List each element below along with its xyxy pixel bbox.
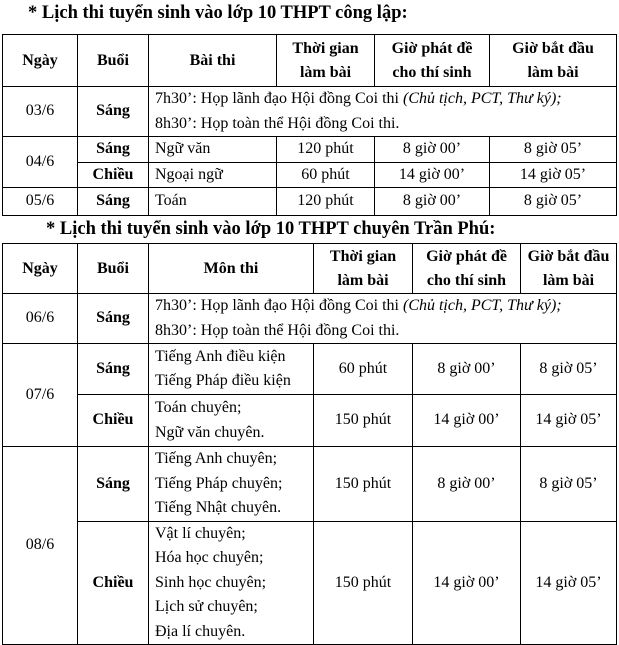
cell-gio-phat: 14 giờ 00’ xyxy=(375,162,490,188)
subject-line: Lịch sử chuyên; xyxy=(155,598,258,615)
cell-thoi-gian: 60 phút xyxy=(277,162,375,188)
cell-ngay: 05/6 xyxy=(3,188,78,216)
table-row xyxy=(3,344,617,395)
header-line: làm bài xyxy=(337,271,389,289)
header-ngay: Ngày xyxy=(3,244,78,294)
cell-buoi: Chiều xyxy=(78,162,149,188)
cell-mon: Toán xyxy=(149,188,277,216)
subject-line: Tiếng Anh chuyên; xyxy=(155,450,278,467)
cell-ngay: 03/6 xyxy=(3,87,78,137)
cell-mon xyxy=(149,447,314,522)
header-thoi-gian xyxy=(314,244,413,294)
cell-buoi: Sáng xyxy=(78,87,149,137)
cell-buoi: Sáng xyxy=(78,447,149,522)
cell-gio-phat: 8 giờ 00’ xyxy=(413,447,521,522)
header-gio-phat-de xyxy=(413,244,521,294)
cell-thoi-gian: 120 phút xyxy=(277,137,375,163)
cell-thoi-gian: 150 phút xyxy=(314,395,413,447)
header-gio-bat-dau xyxy=(490,35,617,87)
cell-buoi: Sáng xyxy=(78,188,149,216)
cell-ngay: 04/6 xyxy=(3,137,78,188)
subject-line: Tiếng Pháp điều kiện xyxy=(155,372,291,389)
cell-meeting-note xyxy=(149,294,617,344)
subject-line: Địa lí chuyên. xyxy=(155,622,246,640)
table-row xyxy=(3,521,617,645)
cell-mon xyxy=(149,395,314,447)
header-gio-phat-de xyxy=(375,35,490,87)
header-line: Giờ bắt đầu xyxy=(527,247,610,265)
note-line: 8h30’: Họp toàn thể Hội đồng Coi thi. xyxy=(155,321,400,339)
note-line xyxy=(155,87,610,112)
subject-line: Tiếng Pháp chuyên; xyxy=(155,474,283,492)
header-thoi-gian xyxy=(277,35,375,87)
header-line: Thời gian xyxy=(292,39,359,57)
header-line: làm bài xyxy=(527,63,579,81)
cell-gio-bat-dau: 14 giờ 05’ xyxy=(521,395,617,447)
cell-mon xyxy=(149,344,314,395)
subject-line: Toán chuyên; xyxy=(155,399,242,416)
table2-title: * Lịch thi tuyển sinh vào lớp 10 THPT chuyên Trần Phú: xyxy=(46,219,496,239)
subject-line: Tiếng Nhật chuyên. xyxy=(155,499,282,516)
header-gio-bat-dau xyxy=(521,244,617,294)
table-row xyxy=(3,447,617,522)
public-school-exam-schedule-table xyxy=(2,34,617,216)
subject-line: Ngữ văn chuyên. xyxy=(155,423,265,441)
table-row xyxy=(3,87,617,137)
header-line: Giờ bắt đầu xyxy=(512,39,594,57)
cell-gio-phat: 14 giờ 00’ xyxy=(413,395,521,447)
cell-buoi: Sáng xyxy=(78,344,149,395)
cell-mon: Ngữ văn xyxy=(149,137,277,163)
table-row xyxy=(3,294,617,344)
table-row xyxy=(3,188,617,216)
cell-mon xyxy=(149,521,314,645)
cell-gio-bat-dau: 8 giờ 05’ xyxy=(490,137,617,163)
cell-ngay: 06/6 xyxy=(3,294,78,344)
cell-ngay: 07/6 xyxy=(3,344,78,447)
header-line: làm bài xyxy=(299,63,352,81)
subject-line: Tiếng Anh điều kiện xyxy=(155,347,286,365)
cell-gio-bat-dau: 8 giờ 05’ xyxy=(490,188,617,216)
cell-gio-bat-dau: 8 giờ 05’ xyxy=(521,344,617,395)
cell-thoi-gian: 60 phút xyxy=(314,344,413,395)
header-line: cho thí sinh xyxy=(426,271,507,289)
cell-meeting-note xyxy=(149,87,617,137)
table-row xyxy=(3,162,617,188)
cell-thoi-gian: 150 phút xyxy=(314,447,413,522)
cell-gio-phat: 8 giờ 00’ xyxy=(375,188,490,216)
cell-gio-phat: 8 giờ 00’ xyxy=(375,137,490,163)
table-header-row xyxy=(3,35,617,87)
cell-thoi-gian: 150 phút xyxy=(314,521,413,645)
cell-buoi: Sáng xyxy=(78,137,149,163)
table1-title: * Lịch thi tuyển sinh vào lớp 10 THPT công lập: xyxy=(28,3,408,23)
subject-line: Sinh học chuyên; xyxy=(155,573,267,591)
cell-ngay: 08/6 xyxy=(3,447,78,645)
header-line: làm bài xyxy=(542,271,595,289)
cell-gio-bat-dau: 14 giờ 05’ xyxy=(490,162,617,188)
note-text: 7h30’: Họp lãnh đạo Hội đồng Coi thi xyxy=(155,297,403,314)
cell-buoi: Chiều xyxy=(78,521,149,645)
table-row xyxy=(3,137,617,163)
cell-gio-phat: 14 giờ 00’ xyxy=(413,521,521,645)
header-ngay: Ngày xyxy=(3,35,78,87)
subject-line: Hóa học chuyên; xyxy=(155,549,264,566)
cell-mon: Ngoại ngữ xyxy=(149,162,277,188)
subject-line: Vật lí chuyên; xyxy=(155,524,246,542)
cell-gio-bat-dau: 8 giờ 05’ xyxy=(521,447,617,522)
header-line: Thời gian xyxy=(329,247,397,265)
specialized-school-exam-schedule-table xyxy=(2,243,617,645)
cell-gio-bat-dau: 14 giờ 05’ xyxy=(521,521,617,645)
table-header-row xyxy=(3,244,617,294)
header-buoi: Buổi xyxy=(78,35,149,87)
header-mon-thi: Môn thi xyxy=(149,244,314,294)
note-line: 8h30’: Họp toàn thể Hội đồng Coi thi. xyxy=(155,114,400,132)
note-text-italic: (Chủ tịch, PCT, Thư ký); xyxy=(402,297,562,314)
header-line: Giờ phát đề xyxy=(391,39,473,57)
table-row xyxy=(3,395,617,447)
note-line xyxy=(155,294,610,319)
header-line: cho thí sinh xyxy=(392,63,472,81)
header-bai-thi: Bài thi xyxy=(149,35,277,87)
cell-thoi-gian: 120 phút xyxy=(277,188,375,216)
cell-buoi: Sáng xyxy=(78,294,149,344)
cell-gio-phat: 8 giờ 00’ xyxy=(413,344,521,395)
cell-buoi: Chiều xyxy=(78,395,149,447)
note-text-italic: (Chủ tịch, PCT, Thư ký); xyxy=(402,90,562,107)
header-line: Giờ phát đề xyxy=(426,247,507,265)
note-text: 7h30’: Họp lãnh đạo Hội đồng Coi thi xyxy=(155,90,403,107)
header-buoi: Buổi xyxy=(78,244,149,294)
